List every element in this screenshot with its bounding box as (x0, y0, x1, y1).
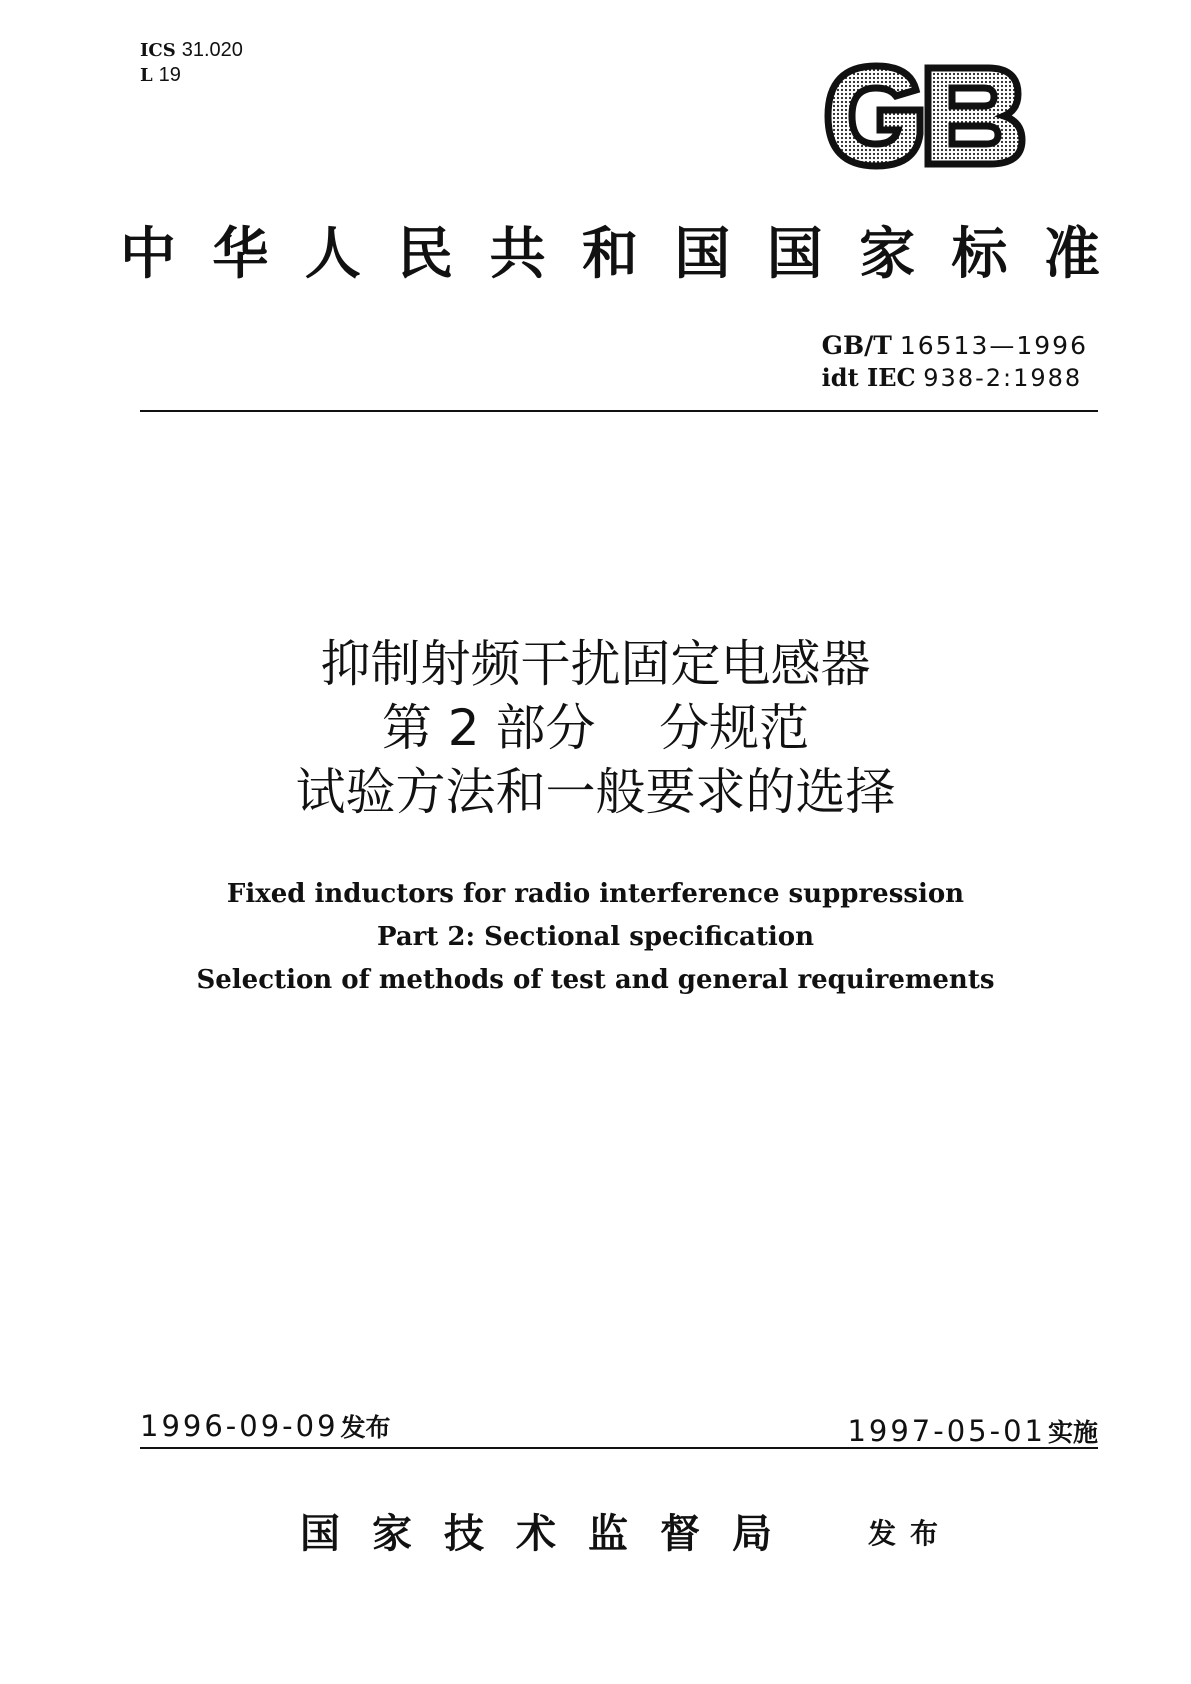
national-title-char: 中 (120, 222, 176, 287)
l-label: L (140, 65, 153, 86)
national-title-char: 准 (1043, 222, 1100, 287)
issue-label: 发布 (340, 1413, 391, 1442)
chinese-title-line: 抑制射频干扰固定电感器 (320, 635, 871, 693)
idt-prefix: idt IEC (821, 363, 916, 392)
issuing-authority: 国家技术监督局 (300, 1511, 804, 1557)
national-standard-title (120, 210, 1100, 290)
top-divider (140, 410, 1098, 412)
issue-date-value: 1996-09-09 (140, 1409, 339, 1443)
national-title-char: 和 (581, 222, 638, 287)
national-title-char: 共 (489, 222, 546, 287)
implement-date-value: 1997-05-01 (847, 1414, 1046, 1448)
english-title-line: Selection of methods of test and general requirements (196, 965, 995, 995)
english-title-line: Fixed inductors for radio interference suppression (226, 879, 965, 909)
standard-number (822, 330, 1088, 362)
standard-prefix: GB/T (821, 331, 892, 360)
national-title-char: 华 (212, 222, 269, 287)
classification-block (140, 38, 243, 88)
national-title-char: 国 (674, 222, 731, 287)
standard-number-value: 16513—1996 (899, 331, 1088, 360)
idt-reference (822, 362, 1088, 394)
english-title (0, 873, 1191, 1002)
national-title-char: 人 (304, 222, 361, 287)
national-title-char: 家 (859, 222, 916, 287)
bottom-divider (140, 1447, 1098, 1449)
national-title-char: 标 (951, 222, 1008, 287)
ics-row (140, 38, 243, 63)
chinese-title-line: 试验方法和一般要求的选择 (295, 763, 896, 821)
chinese-title-line: 第 2 部分 分规范 (381, 699, 810, 757)
national-title-char: 民 (397, 222, 454, 287)
implement-date (847, 1413, 1098, 1449)
standard-number-block (822, 330, 1088, 394)
l-value: 19 (158, 64, 181, 86)
issuing-authority-suffix: 发布 (868, 1517, 953, 1550)
gb-logo (820, 60, 1026, 172)
l-row (140, 63, 243, 88)
issue-date (140, 1408, 391, 1444)
idt-number: 938-2:1988 (923, 364, 1083, 392)
chinese-title (0, 632, 1191, 824)
national-title-char: 国 (766, 222, 823, 287)
implement-label: 实施 (1047, 1418, 1098, 1447)
ics-value: 31.020 (181, 39, 243, 61)
ics-label: ICS (140, 40, 176, 61)
english-title-line: Part 2: Sectional specification (376, 922, 815, 952)
